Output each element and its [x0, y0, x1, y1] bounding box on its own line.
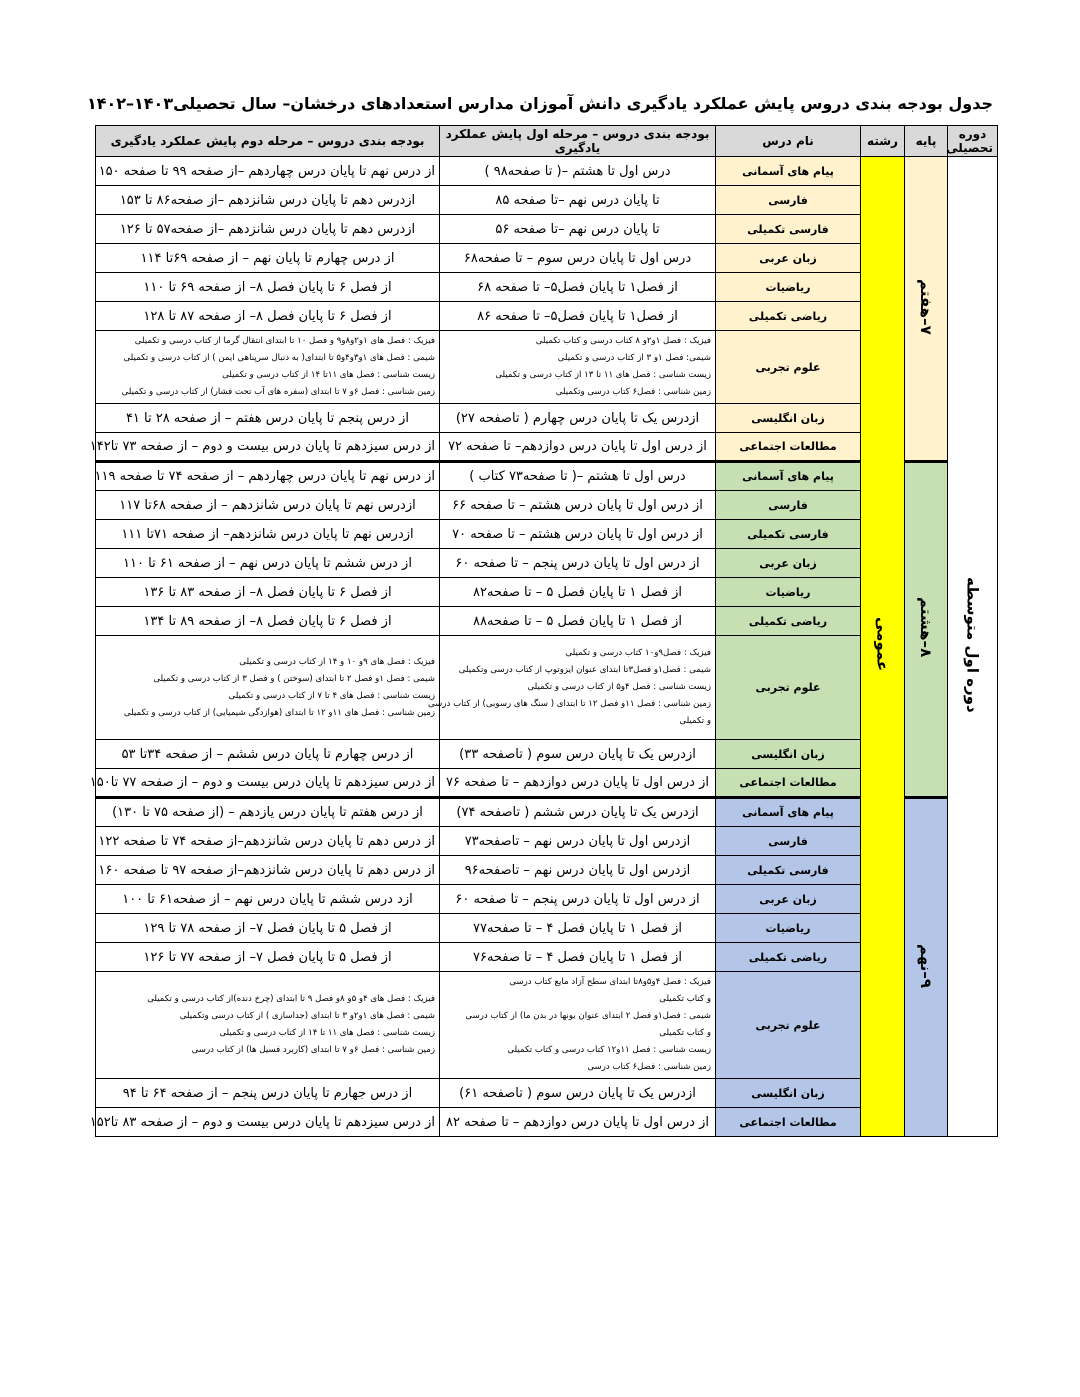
stage1-cell	[440, 740, 716, 769]
stage2-cell	[89, 769, 440, 798]
stage1-line: ازدرس یک تا پایان درس سوم ( تاصفحه ۶۱)	[459, 1085, 696, 1101]
subject-cell: ریاضی تکمیلی	[716, 302, 861, 331]
stage1-cell	[440, 607, 716, 636]
stage2-cell	[96, 578, 440, 607]
subject-cell: علوم تجربی	[716, 972, 861, 1079]
stage2-line: از درس نهم تا پایان درس چهاردهم – از صفحه ۷۴ تا صفحه ۱۱۹	[94, 469, 435, 484]
stage2-line: شیمی : فصل های ۱و۳و۴و۵ تا ابتدای( به دنبال سرپناهی ایمن ) از کتاب درسی و تکمیلی	[123, 353, 435, 363]
stage1-cell	[440, 244, 716, 273]
stage2-cell	[96, 244, 440, 273]
subject-cell: زبان انگلیسی	[716, 1079, 861, 1108]
header-stage2: بودجه بندی دروس – مرحله دوم پایش عملکرد یادگیری	[96, 126, 440, 157]
stage1-line: از فصل ۱ تا پایان فصل ۵ – تا صفحه۸۲	[472, 584, 683, 600]
stage1-line: فیزیک : فصل۹و۱۰ کتاب درسی و تکمیلی	[565, 648, 711, 658]
stage1-line: درس اول تا پایان درس سوم – تا صفحه۶۸	[463, 250, 692, 266]
stage1-cell	[440, 827, 716, 856]
stage2-line: از درس جهارم تا پایان درس پنجم – از صفحه ۶۴ تا ۹۴	[122, 1085, 413, 1101]
stage2-line: شیمی : فصل ۱و فصل ۲ تا ابتدای (سوختن ) و فصل ۳ از کتاب درسی و تکمیلی	[153, 673, 435, 684]
stage1-line: و کتاب تکمیلی	[659, 994, 711, 1004]
stage1-cell	[440, 943, 716, 972]
stage2-cell	[96, 607, 440, 636]
stage1-cell	[428, 636, 716, 740]
subject-cell: فارسی	[716, 827, 861, 856]
grade-cell	[905, 157, 948, 462]
stage2-line: زیست شناسی : فصل های ۱۱تا ۱۴ از کتاب درسی و تکمیلی	[222, 370, 435, 380]
stage2-cell	[96, 943, 440, 972]
subject-cell: مطالعات اجتماعی	[716, 433, 861, 462]
stage1-line: زمین شناسی : فصل ۱۱و فصل ۱۲ تا ابتدای ( سنگ های رسوبی) از کتاب درسی	[428, 699, 711, 709]
stage1-line: از فصل ۱ تا پایان فصل ۵ – تا صفحه۸۸	[472, 613, 683, 629]
doreh-cell	[948, 157, 998, 1137]
grade-label: ۹–نهم	[917, 943, 935, 988]
stage1-line: زیست شناسی : فصل ۴و۵ از کتاب درسی و تکمیلی	[527, 682, 711, 692]
stage1-cell	[440, 549, 716, 578]
schedule-table	[89, 125, 998, 1137]
stage2-cell	[96, 404, 440, 433]
stage2-cell	[96, 856, 440, 885]
stage1-line: از درس اول تا پایان درس پنجم – تا صفحه ۶۰	[455, 891, 700, 907]
stage1-cell	[440, 856, 716, 885]
stage1-cell	[440, 914, 716, 943]
subject-cell: مطالعات اجتماعی	[716, 1108, 861, 1137]
header-doreh: دوره تحصیلی	[948, 126, 998, 157]
stage1-line: ازدرس یک تا پایان درس ششم ( تاصفحه ۷۴)	[456, 805, 699, 820]
subject-cell: علوم تجربی	[716, 636, 861, 740]
stage2-cell	[89, 1108, 440, 1137]
stage1-cell	[440, 1079, 716, 1108]
stage1-line: از درس اول تا پایان درس دوازدهم – تا صفحه ۸۲	[446, 1114, 709, 1130]
stage2-line: از درس ششم تا پایان درس نهم – از صفحه ۶۱ تا ۱۱۰	[123, 555, 412, 571]
stage1-cell	[440, 404, 716, 433]
stage2-line: زیست شناسی : فصل های ۱۱ تا ۱۴ از کتاب درسی و تکمیلی	[219, 1028, 435, 1038]
header-row	[96, 126, 998, 157]
stage1-cell	[440, 520, 716, 549]
stage1-line: شیمی : فصل۱و فصل۳تا ابتدای عنوان ایزوتوپ از کتاب درسی وتکمیلی	[458, 665, 711, 675]
subject-cell: ریاضیات	[716, 273, 861, 302]
page-title: جدول بودجه بندی دروس پایش عملکرد یادگیری دانش آموزان مدارس استعدادهای درخشان– سال تحصیلی۱۴۰۳–۱۴۰۲	[86, 94, 994, 113]
subject-cell: پیام های آسمانی	[716, 157, 861, 186]
header-paye: پایه	[905, 126, 948, 157]
subject-cell: پیام های آسمانی	[716, 462, 861, 491]
grade-cell	[905, 462, 948, 798]
stage1-line: فیزیک : فصل ۱و۲و ۸ کتاب درسی و کتاب تکمیلی	[535, 336, 711, 346]
stage1-line: ازدرس یک تا پایان درس سوم ( تاصفحه ۳۳)	[459, 746, 696, 762]
stage2-cell	[96, 549, 440, 578]
stage1-line: ازدرس یک تا پایان درس چهارم ( تاصفحه ۲۷)	[455, 410, 700, 426]
stage2-line: زیست شناسی : فصل های ۴ تا ۷ از کتاب درسی و تکمیلی	[228, 690, 435, 701]
stage1-line: تا پایان درس نهم –تا صفحه ۸۵	[495, 192, 660, 208]
stage1-line: از فصل ۱ تا پایان فصل ۴ – تا صفحه۷۷	[472, 920, 683, 936]
stage2-line: از درس سیزدهم تا پایان درس بیست و دوم – از صفحه ۸۳ تا۱۵۲	[89, 1114, 435, 1130]
grade-label: ۷–هفتم	[917, 278, 935, 335]
header-stage1: بودجه بندی دروس – مرحله اول پایش عملکرد یادگیری	[440, 126, 716, 157]
subject-cell: ریاضیات	[716, 578, 861, 607]
stage2-cell	[96, 798, 440, 827]
stage2-line: از فصل ۵ تا پایان فصل ۷– از صفحه ۷۸ تا ۱۲۹	[143, 920, 392, 936]
stage2-cell	[96, 972, 440, 1079]
subject-cell: پیام های آسمانی	[716, 798, 861, 827]
reshte-cell	[861, 157, 905, 1137]
stage2-line: از فصل ۶ تا پایان فصل ۸– از صفحه ۶۹ تا ۱۱۰	[143, 279, 392, 295]
stage2-cell	[96, 827, 440, 856]
stage1-line: از درس اول تا پایان درس هشتم – تا صفحه ۷۰	[452, 526, 703, 542]
stage2-line: زمین شناسی : فصل ۶و ۷ تا ابتدای (سفره های آب تحت فشار) از کتاب درسی و تکمیلی	[121, 387, 435, 397]
stage1-line: تا پایان درس نهم –تا صفحه ۵۶	[495, 221, 660, 237]
header-subject: نام درس	[716, 126, 861, 157]
stage2-cell	[96, 740, 440, 769]
stage1-cell	[440, 186, 716, 215]
stage1-cell	[440, 273, 716, 302]
stage2-line: ازدرس دهم تا پایان درس شانزدهم –از صفحه۵۷ تا ۱۲۶	[119, 221, 416, 237]
stage2-line: از درس دهم تا پایان درس شانزدهم–از صفحه ۹۷ تا صفحه ۱۶۰	[98, 862, 435, 878]
grade-label: ۸–هشتم	[917, 597, 935, 658]
subject-cell: فارسی تکمیلی	[716, 856, 861, 885]
stage2-cell	[89, 433, 440, 462]
stage2-cell	[96, 302, 440, 331]
stage1-line: از فصل ۱ تا پایان فصل ۴ – تا صفحه۷۶	[472, 949, 683, 965]
stage2-line: فیزیک : فصل های ۴و ۵و ۸و فصل ۹ تا ابتدای (چرخ دنده)از کتاب درسی و تکمیلی	[147, 994, 435, 1004]
stage2-cell	[96, 914, 440, 943]
stage2-cell	[96, 1079, 440, 1108]
subject-cell: زبان انگلیسی	[716, 404, 861, 433]
subject-cell: مطالعات اجتماعی	[716, 769, 861, 798]
stage2-line: ازدرس دهم تا پایان درس شانزدهم –از صفحه۸۶ تا ۱۵۳	[119, 192, 416, 208]
stage2-cell	[96, 186, 440, 215]
stage1-line: درس اول تا هشتم –( تا صفحه۷۳ کتاب )	[469, 469, 686, 484]
stage1-line: زیست شناسی : فصل ۱۱و۱۲ کتاب درسی و کتاب تکمیلی	[507, 1045, 711, 1055]
stage1-line: از درس اول تا پایان درس هشتم – تا صفحه ۶۶	[452, 497, 703, 513]
stage1-line: زمین شناسی : فصل۶ کتاب درسی وتکمیلی	[555, 387, 711, 397]
subject-cell: فارسی تکمیلی	[716, 520, 861, 549]
stage1-line: شیمی : فصل۱و فصل ۲ ابتدای عنوان یونها در بدن ما) از کتاب درسی	[465, 1011, 711, 1021]
stage2-cell	[96, 215, 440, 244]
stage1-line: درس اول تا هشتم –( تا صفحه۹۸ )	[484, 163, 671, 179]
stage2-line: از درس چهارم تا پایان نهم – از صفحه ۶۹تا ۱۱۴	[140, 250, 395, 266]
stage1-cell	[440, 331, 716, 404]
stage1-line: شیمی: فصل ۱و ۳ از کتاب درسی و تکمیلی	[557, 353, 711, 363]
stage1-line: و تکمیلی	[679, 716, 711, 726]
stage2-line: از درس پنجم تا پایان درس هفتم – از صفحه ۲۸ تا ۴۱	[125, 410, 410, 426]
stage2-line: از درس نهم تا پایان درس چهاردهم –از صفحه ۹۹ تا صفحه ۱۵۰	[98, 163, 435, 179]
stage2-cell	[96, 885, 440, 914]
stage2-cell	[96, 331, 440, 404]
stage1-line: ازدرس اول تا پایان درس نهم – تاصفحه۷۳	[464, 833, 691, 849]
stage2-line: از فصل ۵ تا پایان فصل ۷– از صفحه ۷۷ تا ۱۲۶	[143, 949, 392, 965]
stage2-line: فیزیک : فصل های ۱و۲و۸و۹ و فصل ۱۰ تا ابتدای انتقال گرما از کتاب درسی و تکمیلی	[134, 336, 435, 346]
stage2-cell	[96, 462, 440, 491]
subject-cell: زبان انگلیسی	[716, 740, 861, 769]
subject-cell: ریاضی تکمیلی	[716, 943, 861, 972]
stage2-line: از درس سیزدهم تا پایان درس بیست و دوم – از صفحه ۷۷ تا۱۵۰	[89, 775, 435, 790]
stage2-line: از درس سیزدهم تا پایان درس بیست و دوم – از صفحه ۷۳ تا۱۴۲	[89, 439, 435, 454]
subject-cell: زبان عربی	[716, 885, 861, 914]
stage1-cell	[440, 433, 716, 462]
stage1-cell	[440, 302, 716, 331]
stage1-line: از درس اول تا پایان درس دوازدهم – تا صفحه ۷۶	[446, 775, 709, 790]
subject-cell: فارسی	[716, 491, 861, 520]
subject-cell: فارسی	[716, 186, 861, 215]
stage1-cell	[440, 885, 716, 914]
stage1-line: زمین شناسی : فصل۶ کتاب درسی	[587, 1062, 711, 1072]
stage1-cell	[440, 578, 716, 607]
stage2-line: ازد درس ششم تا پایان درس نهم – از صفحه۶۱ تا ۱۰۰	[122, 891, 413, 907]
stage2-line: شیمی : فصل های ۱و۲و ۳ تا ابتدای (جداسازی ) از کتاب درسی وتکمیلی	[179, 1011, 435, 1021]
stage2-line: از درس هفتم تا پایان درس یازدهم – (از صفحه ۷۵ تا ۱۳۰)	[112, 805, 423, 820]
stage1-line: از درس اول تا پایان درس دوازدهم– تا صفحه ۷۲	[448, 439, 707, 454]
stage1-cell	[440, 215, 716, 244]
header-reshte: رشته	[861, 126, 905, 157]
subject-cell: زبان عربی	[716, 244, 861, 273]
stage1-cell	[440, 1108, 716, 1137]
grade-cell	[905, 798, 948, 1137]
stage2-line: از درس دهم تا پایان درس شانزدهم–از صفحه ۷۴ تا صفحه ۱۲۲	[98, 833, 435, 849]
stage2-cell	[96, 491, 440, 520]
stage1-line: ازدرس اول تا پایان درس نهم – تاصفحه۹۶	[464, 862, 691, 878]
stage1-line: و کتاب تکمیلی	[659, 1028, 711, 1038]
subject-cell: ریاضی تکمیلی	[716, 607, 861, 636]
stage1-line: از فصل۱ تا پایان فصل۵– تا صفحه ۶۸	[477, 279, 678, 295]
stage2-line: از فصل ۶ تا پایان فصل ۸– از صفحه ۸۳ تا ۱۳۶	[143, 584, 392, 600]
stage1-line: از درس اول تا پایان درس پنجم – تا صفحه ۶۰	[455, 555, 700, 571]
reshte-label: عمومی	[873, 617, 892, 672]
stage2-line: زمین شناسی : فصل های ۱۱و ۱۲ تا ابتدای (هوازدگی شیمیایی) از کتاب درسی و تکمیلی	[123, 707, 435, 718]
stage2-line: از درس چهارم تا پایان درس ششم – از صفحه ۳۴تا ۵۳	[121, 746, 414, 762]
stage2-line: از فصل ۶ تا پایان فصل ۸– از صفحه ۸۹ تا ۱۳۴	[143, 613, 392, 629]
stage1-cell	[440, 972, 716, 1079]
stage1-cell	[440, 769, 716, 798]
stage2-cell	[96, 157, 440, 186]
subject-cell: علوم تجربی	[716, 331, 861, 404]
stage2-line: ازدرس نهم تا پایان درس شانزدهم – از صفحه ۶۸تا ۱۱۷	[119, 497, 416, 513]
stage2-line: از فصل ۶ تا پایان فصل ۸– از صفحه ۸۷ تا ۱۲۸	[143, 308, 392, 324]
subject-cell: ریاضیات	[716, 914, 861, 943]
doreh-label: دوره اول متوسطه	[963, 576, 982, 713]
stage1-cell	[440, 462, 716, 491]
subject-cell: فارسی تکمیلی	[716, 215, 861, 244]
table-row	[96, 157, 998, 186]
stage2-cell	[96, 273, 440, 302]
stage1-cell	[440, 798, 716, 827]
stage2-line: فیزیک : فصل های ۹و ۱۰ و ۱۴ از کتاب درسی و تکمیلی	[239, 656, 435, 667]
stage1-line: از فصل۱ تا پایان فصل۵– تا صفحه ۸۶	[477, 308, 678, 324]
subject-cell: زبان عربی	[716, 549, 861, 578]
stage2-cell	[96, 520, 440, 549]
stage1-line: فیزیک : فصل ۴و۵و۸تا ابتدای سطح آزاد مایع کتاب درسی	[509, 977, 711, 987]
stage2-line: زمین شناسی : فصل ۶و ۷ تا ابتدای (کاربرد فسیل ها) از کتاب درسی	[191, 1045, 435, 1055]
stage2-line: ازدرس نهم تا پایان درس شانزدهم– از صفحه ۷۱تا ۱۱۱	[121, 526, 414, 542]
stage1-cell	[440, 491, 716, 520]
stage1-line: زیست شناسی : فصل های ۱۱ تا ۱۳ از کتاب درسی و تکمیلی	[495, 370, 711, 380]
stage1-cell	[440, 157, 716, 186]
stage2-cell	[96, 636, 440, 740]
